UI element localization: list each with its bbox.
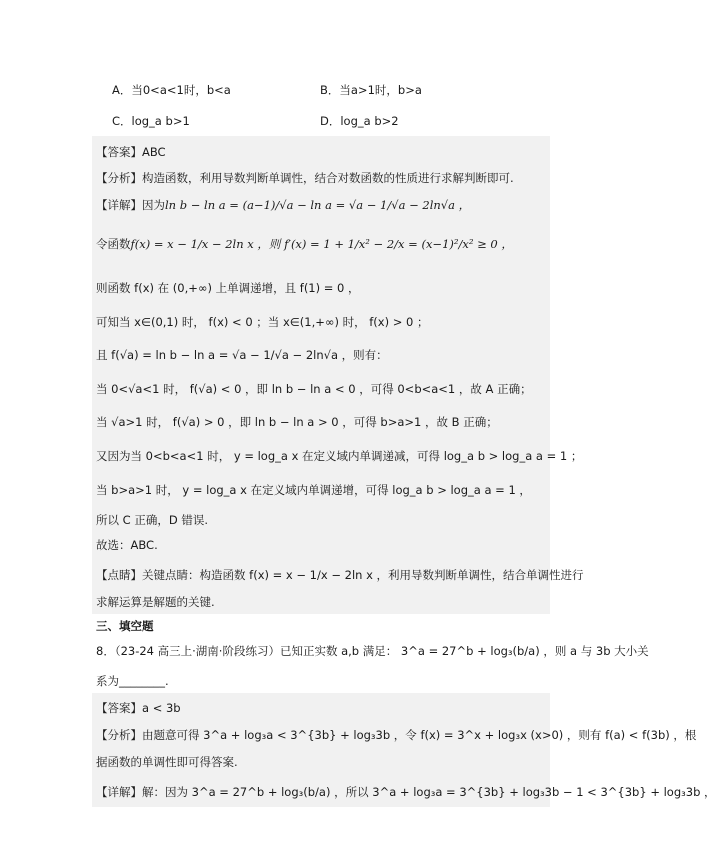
answer-label: 【答案】ABC [96,145,166,159]
q8-question-line-2: 系为________. [96,674,169,688]
detail-line-6: 当 0<√a<1 时， f(√a) < 0 ，即 ln b − ln a < 0 ，可得 0<b<a<1 ，故 A 正确； [96,382,532,396]
q8-analysis-line-1: 【分析】由题意可得 3^a + log₃a < 3^{3b} + log₃3b ，令 f(x) = 3^x + log₃x (x>0) ，则有 f(a) < f(3b) ，根 [96,728,697,742]
option-b: B．当a>1时，b>a [320,83,422,97]
option-a: A．当0<a<1时，b<a [112,83,231,97]
choose-text: 故选：ABC. [96,538,158,552]
q8-detail: 【详解】解：因为 3^a = 27^b + log₃(b/a) ，所以 3^a + log₃a = 3^{3b} + log₃3b − 1 < 3^{3b} + log₃3b ， [96,785,716,799]
key-point-line-1: 【点睛】关键点睛：构造函数 f(x) = x − 1/x − 2ln x ，利用导数判断单调性，结合单调性进行 [96,568,584,582]
analysis-text: 【分析】构造函数，利用导数判断单调性，结合对数函数的性质进行求解判断即可. [96,171,514,185]
detail-prefix-2: 令函数 [96,237,131,251]
detail-line-4: 可知当 x∈(0,1) 时， f(x) < 0 ；当 x∈(1,+∞) 时， f(x) > 0 ； [96,315,429,329]
detail-line-3: 则函数 f(x) 在 (0,+∞) 上单调递增，且 f(1) = 0 ， [96,281,360,295]
detail-line-2 [96,236,513,252]
detail-line-9: 当 b>a>1 时， y = log_a x 在定义域内单调递增，可得 log_a b > log_a a = 1 ， [96,483,531,497]
key-point-line-2: 求解运算是解题的关键. [96,595,215,609]
option-c: C．log_a b>1 [112,114,190,128]
section-title: 三、填空题 [96,619,154,633]
formula-ln-diff: ln b − ln a = (a−1)/√a − ln a = √a − 1/√a − 2ln√a ， [165,198,471,212]
q8-analysis-line-2: 据函数的单调性即可得答案. [96,755,238,769]
detail-prefix-1: 【详解】因为 [96,198,165,212]
option-d: D．log_a b>2 [320,114,399,128]
detail-line-1 [96,197,470,213]
detail-line-10: 所以 C 正确，D 错误. [96,513,209,527]
formula-f-derivative: f(x) = x − 1/x − 2ln x ，则 f′(x) = 1 + 1/x² − 2/x = (x−1)²/x² ≥ 0 ， [130,237,513,251]
detail-line-8: 又因为当 0<b<a<1 时， y = log_a x 在定义域内单调递减，可得 log_a b > log_a a = 1 ； [96,449,583,463]
q8-question-line-1: 8．（23-24 高三上·湖南·阶段练习）已知正实数 a,b 满足： 3^a = 27^b + log₃(b/a) ，则 a 与 3b 大小关 [96,644,649,658]
detail-line-5: 且 f(√a) = ln b − ln a = √a − 1/√a − 2ln√a ，则有： [96,348,388,362]
detail-line-7: 当 √a>1 时， f(√a) > 0 ，即 ln b − ln a > 0 ，可得 b>a>1 ，故 B 正确； [96,415,498,429]
q8-answer: 【答案】a < 3b [96,701,181,715]
